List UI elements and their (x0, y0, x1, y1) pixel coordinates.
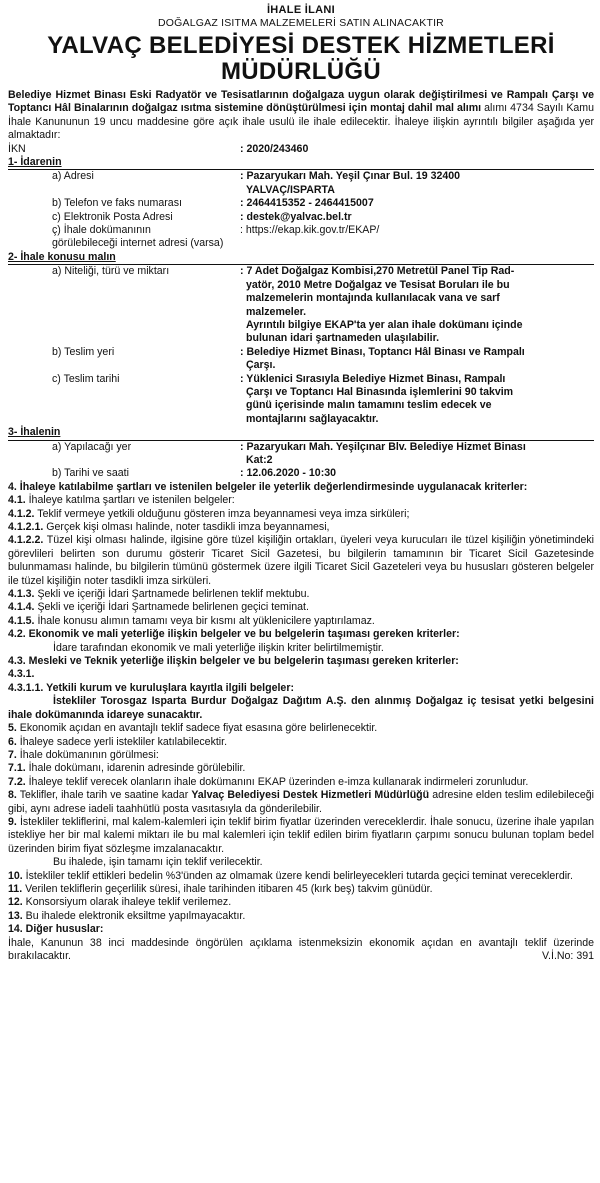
item-4-3-1-1-title: 4.3.1.1. Yetkili kurum ve kuruluşlara kayıtla ilgili belgeler: (8, 681, 294, 694)
tender-notice (8, 0, 594, 963)
place-value-2: Çarşı. (246, 359, 276, 372)
datetime-label: b) Tarihi ve saati (52, 467, 129, 480)
delivery-date-row (8, 373, 594, 427)
place-value-1: : Belediye Hizmet Binası, Toptancı Hâl Binası ve Rampalı (240, 345, 525, 358)
item-4-1-2: 4.1.2. Teklif vermeye yetkili olduğunu gösteren imza beyannamesi veya imza sirküleri; (8, 507, 410, 520)
doc-label-2: görülebileceği internet adresi (varsa) (52, 237, 224, 250)
address-value-2: YALVAÇ/ISPARTA (246, 183, 335, 196)
nature-value-5: Ayrıntılı bilgiye EKAP'ta yer alan ihale dokümanı içinde (246, 318, 523, 331)
item-4-2-text: İdare tarafından ekonomik ve mali yeterliğe ilişkin kriter belirtilmemiştir. (53, 641, 384, 654)
institution-title-line1: YALVAÇ BELEDİYESİ DESTEK HİZMETLERİ (47, 32, 555, 59)
ikn-row (8, 143, 594, 156)
place-row (8, 346, 594, 373)
address-row (8, 170, 594, 197)
section-2-title: 2- İhale konusu malın (8, 251, 594, 265)
item-8: 8. Teklifler, ihale tarih ve saatine kadar Yalvaç Belediyesi Destek Hizmetleri Müdürlüğü adresine elden teslim edilebileceği gibi, aynı adrese iadeli taahhütlü posta vasıtasıyla da gönderilebilir. (8, 789, 594, 815)
email-value[interactable]: : destek@yalvac.bel.tr (240, 210, 352, 223)
section-4-title: 4. İhaleye katılabilme şartları ve istenilen belgeler ile yeterlik değerlendirmesinde uygulanacak kriterler: (8, 480, 528, 493)
datetime-row (8, 467, 594, 480)
item-5: 5. Ekonomik açıdan en avantajlı teklif sadece fiyat esasına göre belirlenecektir. (8, 722, 378, 735)
nature-label: a) Niteliği, türü ve miktarı (52, 265, 170, 278)
doc-row (8, 224, 594, 237)
email-row (8, 211, 594, 224)
item-14-text: İhale, Kanunun 38 inci maddesinde öngörülen açıklama istenmeksizin ekonomik açıdan en avantajlı teklif üzerinde bırakılacaktır. V.İ.No: 391 (8, 936, 594, 962)
item-10: 10. İstekliler teklif ettikleri bedelin %3'ünden az olmamak üzere kendi belirleyecekleri tutarda geçici teminat vereceklerdir. (8, 869, 573, 882)
item-4-1-2-2: 4.1.2.2. Tüzel kişi olması halinde, ilgisine göre tüzel kişiliğin ortakları, üyeleri veya kurucuları ile tüzel kişiliğin yönetimindeki görevlileri belirten son durumu gösterir Ticaret Sicil Gazetesi, bu bilgilerin tamamının bir Ticaret Sicil Gazetesinde bulunmaması halinde, bu bilgilerin tümünü göstermek üzere ilgili Ticaret Sicil Gazeteleri veya bu hususları gösteren belgeler ile tüzel kişiliğin noter tasdikli imza sirküleri. (8, 534, 594, 587)
delivery-date-label: c) Teslim tarihi (52, 372, 120, 385)
venue-row (8, 441, 594, 468)
notice-title: İHALE İLANI (266, 4, 336, 16)
venue-label: a) Yapılacağı yer (52, 440, 132, 453)
ikn-label: İKN (8, 142, 26, 155)
ad-reference-number: V.İ.No: 391 (541, 950, 594, 962)
email-label: c) Elektronik Posta Adresi (52, 210, 173, 223)
item-4-1-3: 4.1.3. Şekli ve içeriği İdari Şartnamede belirlenen teklif mektubu. (8, 588, 310, 601)
delivery-date-value-2: Çarşı ve Toptancı Hal Binasında işlemlerini 90 takvim (246, 385, 514, 398)
intro-paragraph (8, 89, 594, 143)
item-4-3-1-1-text: İstekliler Torosgaz Isparta Burdur Doğalgaz Dağıtım A.Ş. den alınmış Doğalgaz iç tesisat yetki belgesini ihale dokümanında idareye sunacaktır. (8, 695, 594, 721)
delivery-date-value-3: günü içerisinde malın tamamını teslim edecek ve (246, 399, 492, 412)
institution-title (8, 33, 594, 85)
item-13: 13. Bu ihalede elektronik eksiltme yapılmayacaktır. (8, 909, 246, 922)
item-9-text-2: Bu ihalede, işin tamamı için teklif verilecektir. (53, 856, 263, 869)
nature-value-2: yatör, 2010 Metre Doğalgaz ve Tesisat Boruları ile bu (246, 278, 510, 291)
nature-value-3: malzemelerin montajında kullanılacak vana ve sarf (246, 292, 500, 305)
section-3-title: 3- İhalenin (8, 426, 594, 440)
ikn-value: : 2020/243460 (240, 142, 309, 155)
item-4-1-4: 4.1.4. Şekli ve içeriği İdari Şartnamede belirlenen geçici teminat. (8, 601, 309, 614)
venue-value-1: : Pazaryukarı Mah. Yeşilçınar Blv. Belediye Hizmet Binası (240, 440, 526, 453)
phone-row (8, 197, 594, 210)
nature-value-1: : 7 Adet Doğalgaz Kombisi,270 Metretül Panel Tip Rad- (240, 265, 515, 278)
delivery-date-value-4: montajlarını sağlayacaktır. (246, 412, 379, 425)
nature-value-4: malzemeler. (246, 305, 307, 318)
item-4-2-title: 4.2. Ekonomik ve mali yeterliğe ilişkin belgeler ve bu belgelerin taşıması gereken kriterler: (8, 628, 460, 641)
item-4-1-2-1: 4.1.2.1. Gerçek kişi olması halinde, noter tasdikli imza beyannamesi, (8, 521, 330, 533)
doc-label: ç) İhale dokümanının (52, 224, 151, 237)
section-1-title: 1- İdarenin (8, 156, 594, 170)
address-value-1: : Pazaryukarı Mah. Yeşil Çınar Bul. 19 32400 (240, 170, 461, 183)
venue-value-2: Kat:2 (246, 453, 273, 466)
delivery-date-value-1: : Yüklenici Sırasıyla Belediye Hizmet Binası, Rampalı (240, 372, 506, 385)
item-12: 12. Konsorsiyum olarak ihaleye teklif verilemez. (8, 896, 232, 909)
item-14-title: 14. Diğer hususlar: (8, 923, 104, 936)
intro-bold: Belediye Hizmet Binası Eski Radyatör ve Tesisatlarının doğalgaza uygun olarak değiştirilmesi ve Rampalı Çarşı ve Toptancı Hâl Binalarının doğalgaz ısıtma sistemine dönüştürülmesi için montaj dahil mal alımı (8, 89, 594, 115)
nature-row (8, 265, 594, 345)
item-9: 9. İstekliler tekliflerini, mal kalem-kalemleri için teklif birim fiyatlar üzerinden vereceklerdir. İhale sonucu, üzerine ihale yapılan istekliye her bir mal kalemi miktarı ile bu mal kalemleri için teklif edilen birim fiyatların çarpımı sonucu bulunan toplam bedel üzerinden birim fiyat sözleşme imzalanacaktır. (8, 815, 594, 855)
item-7: 7. İhale dokümanının görülmesi: (8, 748, 159, 761)
nature-value-6: bulunan idari şartnameden ulaşılabilir. (246, 332, 440, 345)
notice-subtitle: DOĞALGAZ ISITMA MALZEMELERİ SATIN ALINACAKTIR (158, 17, 444, 29)
institution-title-line2: MÜDÜRLÜĞÜ (220, 58, 381, 85)
item-4-1: 4.1. İhaleye katılma şartları ve istenilen belgeler: (8, 494, 235, 507)
address-label: a) Adresi (52, 170, 94, 183)
item-11: 11. Verilen tekliflerin geçerlilik süresi, ihale tarihinden itibaren 45 (kırk beş) takvim günüdür. (8, 882, 433, 895)
item-4-3-1: 4.3.1. (8, 668, 35, 681)
phone-label: b) Telefon ve faks numarası (52, 197, 182, 210)
doc-url[interactable]: : https://ekap.kik.gov.tr/EKAP/ (240, 224, 380, 237)
item-7-1: 7.1. İhale dokümanı, idarenin adresinde görülebilir. (8, 762, 246, 775)
item-6: 6. İhaleye sadece yerli istekliler katılabilecektir. (8, 735, 228, 748)
item-4-3-title: 4.3. Mesleki ve Teknik yeterliğe ilişkin belgeler ve bu belgelerin taşıması gereken kriterler: (8, 655, 459, 668)
item-4-1-5: 4.1.5. İhale konusu alımın tamamı veya bir kısmı alt yüklenicilere yaptırılamaz. (8, 614, 375, 627)
phone-value: : 2464415352 - 2464415007 (240, 197, 374, 210)
item-7-2: 7.2. İhaleye teklif verecek olanların ihale dokümanını EKAP üzerinden e-imza kullanarak indirmeleri zorunludur. (8, 775, 529, 788)
place-label: b) Teslim yeri (52, 345, 115, 358)
datetime-value: : 12.06.2020 - 10:30 (240, 467, 337, 480)
intro-text: alımı 4734 Sayılı Kamu İhale Kanununun 19 uncu maddesine göre açık ihale usulü ile ihale edilecektir. İhaleye ilişkin ayrıntılı bilgiler aşağıda yer almaktadır: (8, 102, 595, 142)
